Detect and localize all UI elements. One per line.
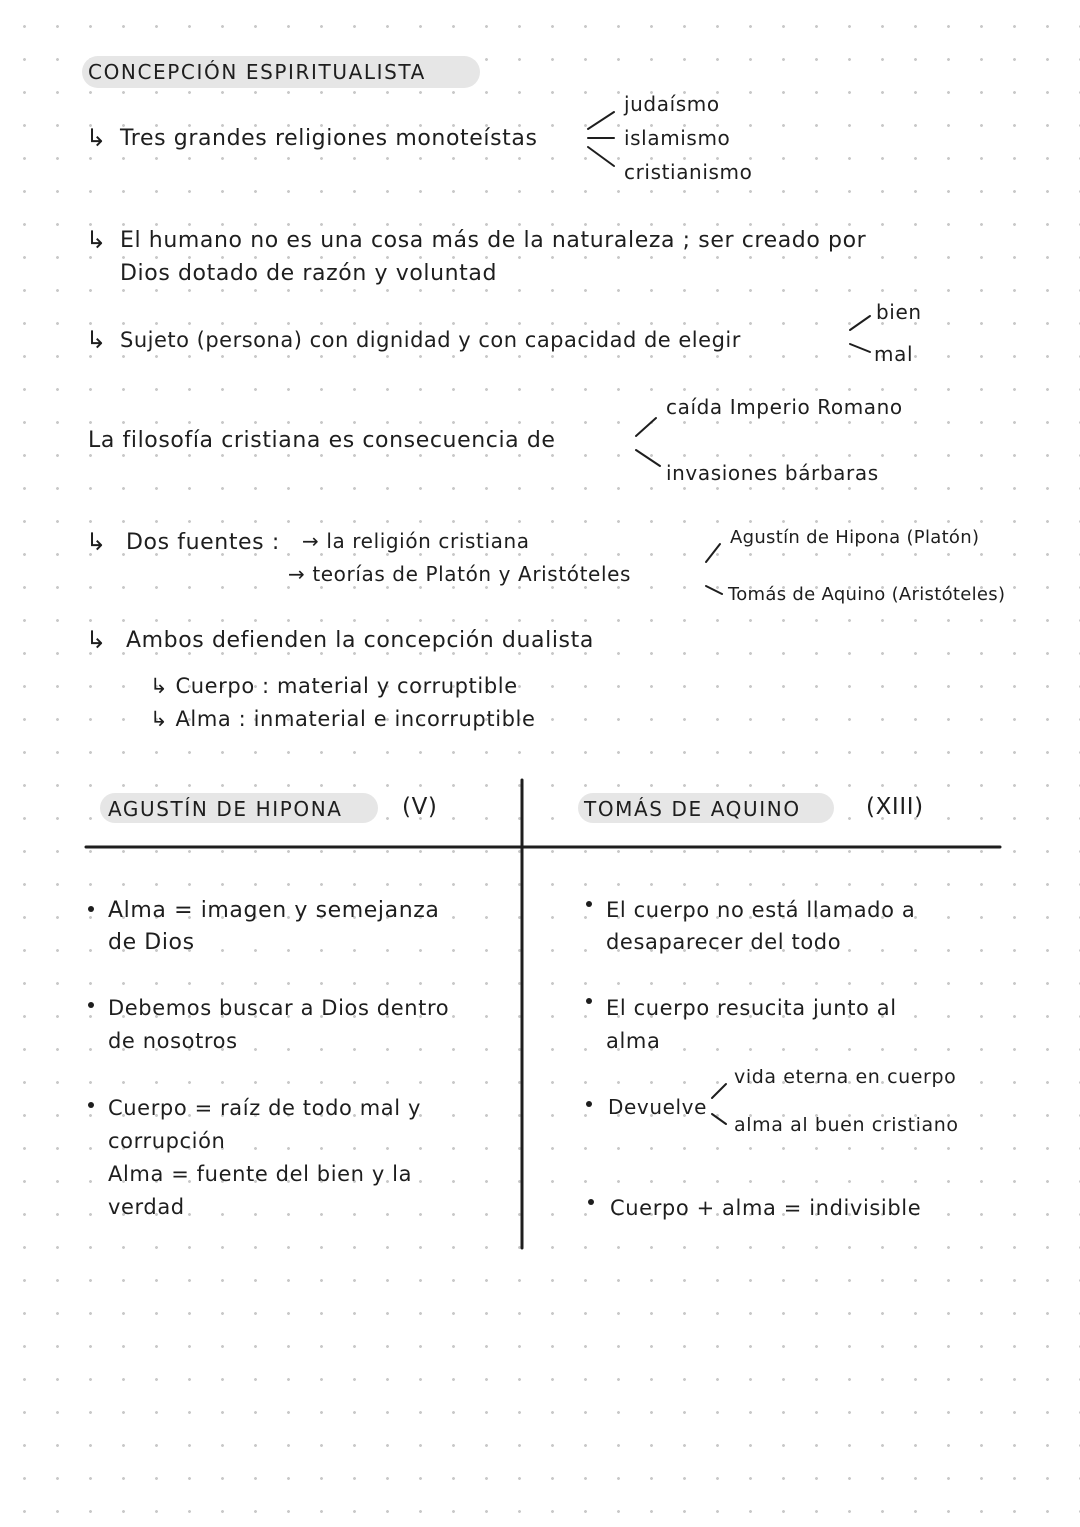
branch-line bbox=[636, 450, 660, 466]
s3-branch: mal bbox=[874, 342, 914, 366]
s6-sub: ↳ Cuerpo : material y corruptible bbox=[150, 674, 518, 698]
s5-source: → la religión cristiana bbox=[302, 529, 530, 553]
hook-arrow-icon: ↳ bbox=[86, 124, 107, 152]
right-item-2: El cuerpo resucita junto al bbox=[606, 996, 897, 1020]
s1-text: Tres grandes religiones monoteístas bbox=[120, 126, 538, 151]
s6-sub: ↳ Alma : inmaterial e incorruptible bbox=[150, 707, 536, 731]
right-item-2: alma bbox=[606, 1029, 661, 1053]
branch-line bbox=[850, 344, 870, 352]
s2-line1: El humano no es una cosa más de la naturaleza ; ser creado por bbox=[120, 228, 867, 253]
s4-branch: invasiones bárbaras bbox=[666, 461, 879, 485]
hook-arrow-icon: ↳ bbox=[86, 226, 107, 254]
page-title: CONCEPCIÓN ESPIRITUALISTA bbox=[88, 60, 426, 84]
right-item-4: Cuerpo + alma = indivisible bbox=[610, 1196, 922, 1220]
bullet bbox=[586, 901, 592, 907]
left-item-3: Cuerpo = raíz de todo mal y bbox=[108, 1096, 422, 1120]
s6-text: Ambos defienden la concepción dualista bbox=[126, 628, 594, 653]
s3-text: Sujeto (persona) con dignidad y con capacidad de elegir bbox=[120, 328, 741, 352]
bullet bbox=[88, 906, 94, 912]
s2-line2: Dios dotado de razón y voluntad bbox=[120, 261, 498, 286]
s4-branch: caída Imperio Romano bbox=[666, 395, 903, 419]
bullet bbox=[88, 1102, 94, 1108]
branch-line bbox=[588, 147, 614, 166]
left-item-3: corrupción bbox=[108, 1129, 226, 1153]
bullet bbox=[586, 998, 592, 1004]
s5-branch: Tomás de Aquino (Aristóteles) bbox=[728, 584, 1006, 605]
bullet bbox=[586, 1101, 592, 1107]
right-item-1: desaparecer del todo bbox=[606, 930, 842, 954]
s5-branch: Agustín de Hipona (Platón) bbox=[730, 527, 980, 548]
right-item-3-label: Devuelve bbox=[608, 1095, 708, 1119]
right-column-heading: TOMÁS DE AQUINO bbox=[584, 797, 801, 821]
bullet bbox=[588, 1199, 594, 1205]
branch-line bbox=[636, 418, 656, 436]
s4-text: La filosofía cristiana es consecuencia de bbox=[88, 428, 556, 453]
hook-arrow-icon: ↳ bbox=[86, 626, 107, 654]
s3-branch: bien bbox=[876, 300, 922, 324]
s5-label: Dos fuentes : bbox=[126, 530, 280, 555]
s5-source: → teorías de Platón y Aristóteles bbox=[288, 562, 632, 586]
right-item-3-branch: vida eterna en cuerpo bbox=[734, 1066, 957, 1088]
bullet bbox=[88, 1002, 94, 1008]
branch-line bbox=[712, 1084, 726, 1098]
left-item-3: Alma = fuente del bien y la bbox=[108, 1162, 413, 1186]
s1-branch: judaísmo bbox=[624, 92, 720, 116]
branch-line bbox=[850, 316, 870, 330]
left-item-3: verdad bbox=[108, 1195, 185, 1219]
left-column-heading: AGUSTÍN DE HIPONA bbox=[108, 797, 343, 821]
branch-line bbox=[706, 544, 720, 562]
left-column-century: (V) bbox=[402, 794, 438, 820]
branch-line bbox=[712, 1114, 726, 1124]
s1-branch: cristianismo bbox=[624, 160, 753, 184]
left-item-1: de Dios bbox=[108, 930, 195, 955]
branch-line bbox=[588, 112, 614, 129]
s1-branch: islamismo bbox=[624, 126, 731, 150]
branch-line bbox=[706, 586, 722, 594]
right-item-1: El cuerpo no está llamado a bbox=[606, 898, 916, 922]
right-item-3-branch: alma al buen cristiano bbox=[734, 1114, 959, 1136]
hook-arrow-icon: ↳ bbox=[86, 528, 107, 556]
left-item-2: de nosotros bbox=[108, 1029, 238, 1053]
left-item-2: Debemos buscar a Dios dentro bbox=[108, 996, 450, 1020]
hook-arrow-icon: ↳ bbox=[86, 326, 107, 354]
left-item-1: Alma = imagen y semejanza bbox=[108, 898, 440, 923]
right-column-century: (XIII) bbox=[866, 794, 924, 820]
